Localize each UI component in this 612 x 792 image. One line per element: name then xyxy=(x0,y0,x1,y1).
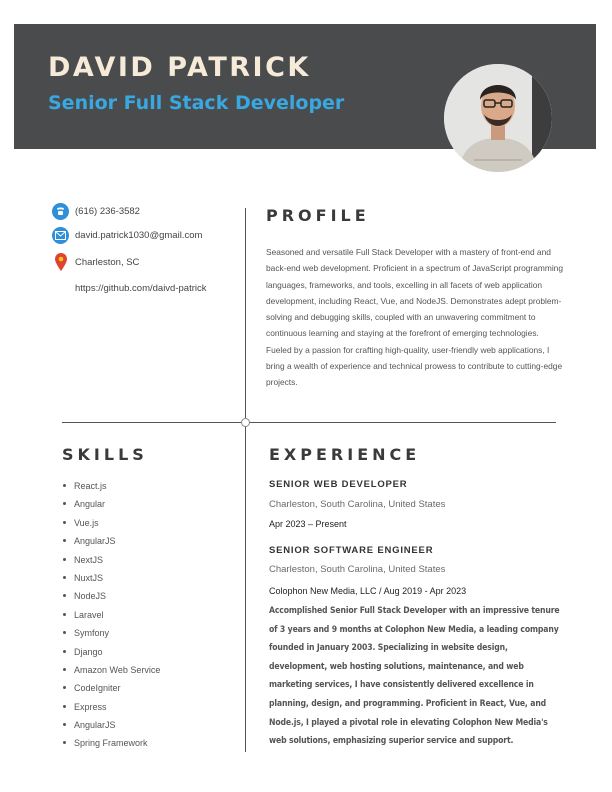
job-dates: Colophon New Media, LLC / Aug 2019 - Apr 2023 xyxy=(269,586,467,596)
vertical-divider-bottom xyxy=(245,425,246,752)
contact-phone xyxy=(52,203,140,220)
profile-heading: PROFILE xyxy=(266,206,370,225)
skill-item: React.js xyxy=(62,479,160,497)
contact-email[interactable] xyxy=(52,227,202,244)
skill-item: CodeIgniter xyxy=(62,681,160,699)
skill-item: Django xyxy=(62,645,160,663)
location-pin-icon xyxy=(52,253,69,272)
skills-list xyxy=(62,479,160,755)
divider-junction xyxy=(241,418,250,427)
skills-heading: SKILLS xyxy=(62,445,148,464)
job-location: Charleston, South Carolina, United States xyxy=(269,564,446,575)
skill-item: Vue.js xyxy=(62,516,160,534)
phone-icon xyxy=(52,203,69,220)
location-text: Charleston, SC xyxy=(75,257,140,268)
skill-item: NextJS xyxy=(62,553,160,571)
job-location: Charleston, South Carolina, United States xyxy=(269,499,446,510)
github-link[interactable]: https://github.com/daivd-patrick xyxy=(75,283,207,294)
contact-github[interactable] xyxy=(75,283,206,294)
job-title: SENIOR WEB DEVELOPER xyxy=(269,479,408,490)
candidate-name: DAVID PATRICK xyxy=(48,52,311,83)
skill-item: Angular xyxy=(62,497,160,515)
experience-heading: EXPERIENCE xyxy=(269,445,421,464)
job-dates: Apr 2023 – Present xyxy=(269,519,347,529)
skill-item: Spring Framework xyxy=(62,736,160,754)
skill-item: Amazon Web Service xyxy=(62,663,160,681)
job-title: SENIOR SOFTWARE ENGINEER xyxy=(269,545,434,556)
skill-item: Express xyxy=(62,700,160,718)
email-icon xyxy=(52,227,69,244)
skill-item: NodeJS xyxy=(62,589,160,607)
job-description: Accomplished Senior Full Stack Developer with an impressive tenure of 3 years and 9 months at Colophon New Media, a leading company founded in January 2003. Specializing in website design, development, web hosting solutions, maintenance, and web marketing services, I have consistently delivered excellence in planning, design, and programming. Proficient in React, Vue, and Node.js, I played a pivotal role in elevating Colophon New Media's web solutions, emphasizing superior service and support. xyxy=(269,606,560,747)
horizontal-divider xyxy=(62,422,556,423)
email-text[interactable]: david.patrick1030@gmail.com xyxy=(75,230,203,241)
skill-item: Laravel xyxy=(62,608,160,626)
profile-photo-illustration xyxy=(444,64,552,172)
skill-item: AngularJS xyxy=(62,718,160,736)
candidate-role: Senior Full Stack Developer xyxy=(48,92,345,114)
vertical-divider-top xyxy=(245,208,246,422)
contact-location xyxy=(52,253,139,272)
profile-photo xyxy=(444,64,552,172)
skill-item: NuxtJS xyxy=(62,571,160,589)
phone-text: (616) 236-3582 xyxy=(75,206,140,217)
profile-summary: Seasoned and versatile Full Stack Developer with a mastery of front-end and back-end web development. Proficient in a spectrum of JavaScript programming languages, frameworks, and tools, excelling in all facets of web application development, including React, Vue, and NodeJS. Demonstrates adept problem-solving and debugging skills, coupled with an unwavering commitment to continuous learning and staying at the forefront of emerging technologies. Fueled by a passion for crafting high-quality, user-friendly web applications, I bring a wealth of experience and technical prowess to contribute to cutting-edge projects. xyxy=(266,247,563,388)
skill-item: Symfony xyxy=(62,626,160,644)
skill-item: AngularJS xyxy=(62,534,160,552)
